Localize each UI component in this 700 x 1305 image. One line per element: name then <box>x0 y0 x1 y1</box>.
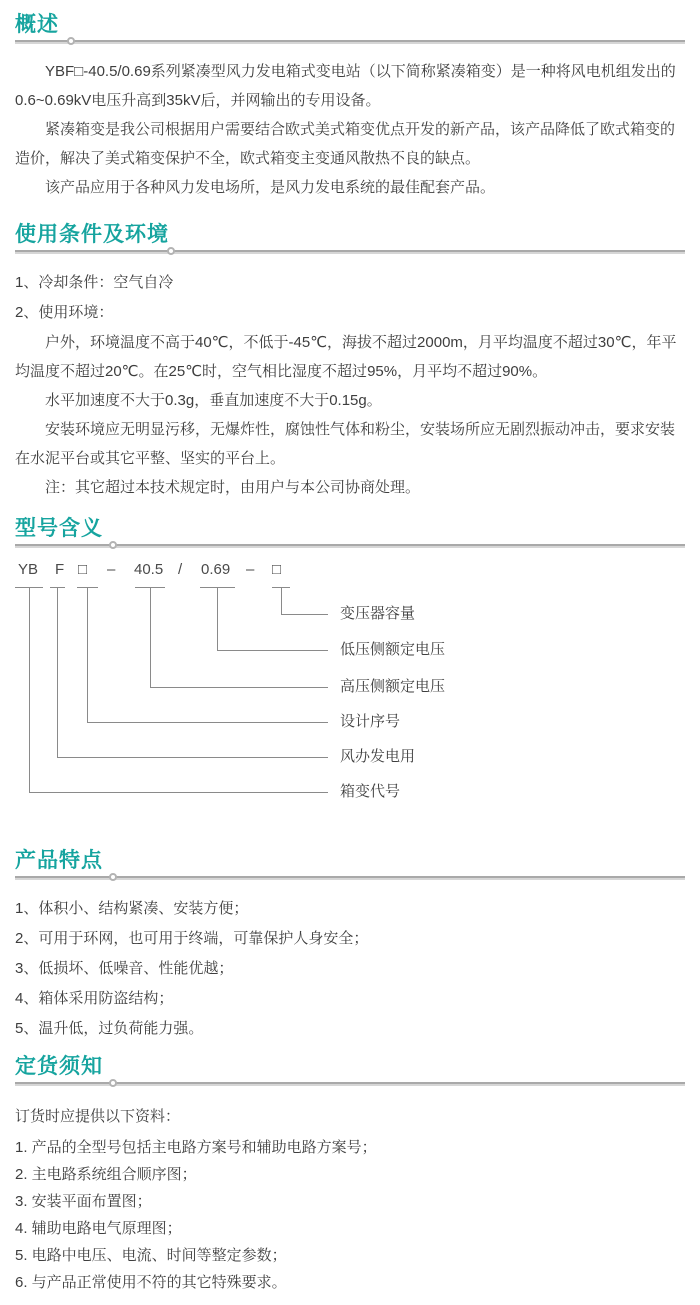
model-title: 型号含义 <box>15 517 103 540</box>
leader-horizontal <box>29 792 328 793</box>
section-ordering <box>15 1054 685 1296</box>
model-token: YB <box>18 561 39 578</box>
divider-ring <box>67 37 75 45</box>
model-label-transformer-capacity: 变压器容量 <box>340 605 416 622</box>
list-item: 2、使用环境： <box>15 304 114 321</box>
divider-ring <box>109 541 117 549</box>
section-overview <box>15 12 685 202</box>
list-item: 4. 辅助电路电气原理图； <box>15 1220 182 1237</box>
paragraph: 水平加速度不大于0.3g，垂直加速度不大于0.15g。 <box>45 392 382 409</box>
leader-vertical <box>87 587 88 722</box>
section-conditions <box>15 222 685 502</box>
model-label-box-substation-code: 箱变代号 <box>340 783 401 800</box>
section-model <box>15 516 685 812</box>
leader-horizontal <box>281 614 328 615</box>
model-token: – <box>246 561 255 578</box>
model-label-design-serial: 设计序号 <box>340 713 401 730</box>
list-item: 3、低损坏、低噪音、性能优越； <box>15 960 234 977</box>
ordering-intro: 订货时应提供以下资料： <box>15 1108 181 1125</box>
list-item: 2、可用于环网，也可用于终端，可靠保护人身安全； <box>15 930 369 947</box>
divider <box>15 544 685 548</box>
conditions-title: 使用条件及环境 <box>15 223 169 246</box>
conditions-paragraphs <box>15 328 685 502</box>
paragraph: 紧凑箱变是我公司根据用户需要结合欧式美式箱变优点开发的新产品，该产品降低了欧式箱变的造价，解决了美式箱变保护不全，欧式箱变主变通风散热不良的缺点。 <box>15 121 676 167</box>
paragraph: YBF□-40.5/0.69系列紧凑型风力发电箱式变电站（以下简称紧凑箱变）是一种将风电机组发出的0.6~0.69kV电压升高到35kV后，并网输出的专用设备。 <box>15 63 676 109</box>
divider-ring <box>109 1079 117 1087</box>
model-label-hv-rated-voltage: 高压侧额定电压 <box>340 678 446 695</box>
list-item: 1、冷却条件：空气自冷 <box>15 274 174 291</box>
list-item: 5. 电路中电压、电流、时间等整定参数； <box>15 1247 287 1264</box>
list-item: 3. 安装平面布置图； <box>15 1193 152 1210</box>
paragraph: 注：其它超过本技术规定时，由用户与本公司协商处理。 <box>45 479 421 496</box>
model-token: / <box>178 561 183 578</box>
model-token: □ <box>78 561 88 578</box>
ordering-list <box>15 1102 685 1296</box>
model-token: – <box>107 561 116 578</box>
leader-vertical <box>150 587 151 687</box>
model-token: 40.5 <box>134 561 164 578</box>
leader-vertical <box>217 587 218 650</box>
divider <box>15 40 685 44</box>
leader-horizontal <box>57 757 328 758</box>
model-label-lv-rated-voltage: 低压侧额定电压 <box>340 641 446 658</box>
divider-ring <box>109 873 117 881</box>
leader-vertical <box>29 587 30 792</box>
paragraph: 该产品应用于各种风力发电场所，是风力发电系统的最佳配套产品。 <box>45 179 496 196</box>
paragraph: 安装环境应无明显污移，无爆炸性，腐蚀性气体和粉尘，安装场所应无剧烈振动冲击，要求安装在水泥平台或其它平整、坚实的平台上。 <box>15 421 676 467</box>
model-token: 0.69 <box>201 561 231 578</box>
list-item: 1. 产品的全型号包括主电路方案号和辅助电路方案号； <box>15 1139 377 1156</box>
list-item: 4、箱体采用防盗结构； <box>15 990 174 1007</box>
divider-ring <box>167 247 175 255</box>
leader-horizontal <box>87 722 328 723</box>
model-designation-diagram <box>15 560 685 812</box>
list-item: 5、温升低，过负荷能力强。 <box>15 1020 204 1037</box>
leader-horizontal <box>217 650 328 651</box>
divider <box>15 1082 685 1086</box>
list-item: 2. 主电路系统组合顺序图； <box>15 1166 197 1183</box>
model-label-wind-power-use: 风办发电用 <box>340 748 416 765</box>
paragraph: 户外，环境温度不高于40℃，不低于-45℃，海拔不超过2000m，月平均温度不超过30℃，年平均温度不超过20℃。在25℃时，空气相比湿度不超过95%，月平均不超过90%。 <box>15 334 677 380</box>
list-item: 1、体积小、结构紧凑、安装方便； <box>15 900 249 917</box>
features-title: 产品特点 <box>15 849 103 872</box>
section-features <box>15 848 685 1044</box>
model-token: F <box>55 561 65 578</box>
divider <box>15 876 685 880</box>
features-list <box>15 894 685 1044</box>
leader-horizontal <box>150 687 328 688</box>
divider <box>15 250 685 254</box>
ordering-title: 定货须知 <box>15 1055 103 1078</box>
conditions-list <box>15 268 685 328</box>
overview-title: 概述 <box>15 13 59 36</box>
list-item: 6. 与产品正常使用不符的其它特殊要求。 <box>15 1274 287 1291</box>
leader-vertical <box>281 587 282 614</box>
overview-paragraphs <box>15 57 685 202</box>
leader-vertical <box>57 587 58 757</box>
model-token: □ <box>272 561 282 578</box>
